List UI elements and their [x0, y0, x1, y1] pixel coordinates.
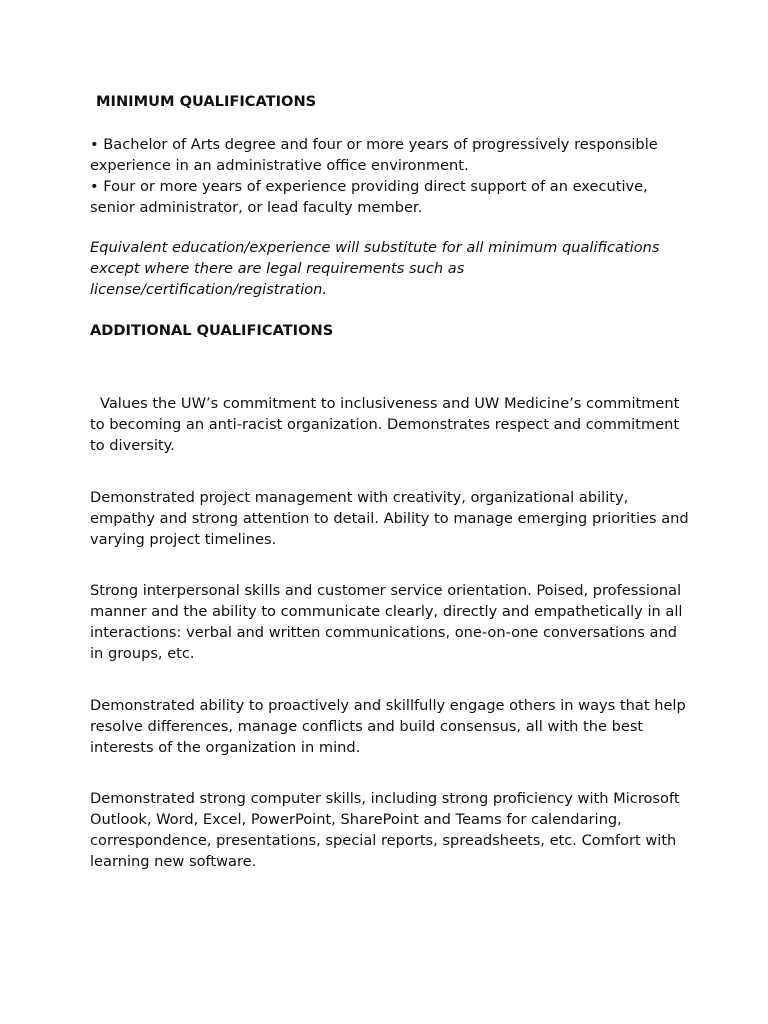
- additional-qualification-paragraph: Demonstrated strong computer skills, including strong proficiency with Microsoft Outlook, Word, Excel, PowerPoint, SharePoint and Teams for calendaring, correspondence, presentations, special reports, spreadsheets, etc. Comfort with learning new software.: [90, 790, 680, 870]
- min-qualification-bullet-1: • Bachelor of Arts degree and four or more years of progressively responsible experience in an administrative office environment.: [90, 136, 658, 174]
- additional-qualification-paragraph: Demonstrated project management with creativity, organizational ability, empathy and strong attention to detail. Ability to manage emerging priorities and varying project timelines.: [90, 489, 689, 548]
- additional-qualifications-heading: ADDITIONAL QUALIFICATIONS: [90, 322, 334, 339]
- minimum-qualifications-heading: MINIMUM QUALIFICATIONS: [96, 93, 317, 110]
- additional-qualification-paragraph: Values the UW’s commitment to inclusiveness and UW Medicine’s commitment to becoming an anti-racist organization. Demonstrates respect and commitment to diversity.: [90, 395, 680, 454]
- min-qualification-bullet-2: • Four or more years of experience providing direct support of an executive, senior administrator, or lead faculty member.: [90, 178, 648, 216]
- additional-qualification-paragraph: Demonstrated ability to proactively and skillfully engage others in ways that help resolve differences, manage conflicts and build consensus, all with the best interests of the organization in mind.: [90, 697, 686, 756]
- minimum-qualifications-list: [90, 134, 690, 218]
- additional-qualification-paragraph: Strong interpersonal skills and customer service orientation. Poised, professional manner and the ability to communicate clearly, directly and empathetically in all interactions: verbal and written communications, one-on-one conversations and in groups, etc.: [90, 582, 683, 662]
- equivalency-note: Equivalent education/experience will substitute for all minimum qualifications except where there are legal requirements such as license/certification/registration.: [90, 239, 660, 298]
